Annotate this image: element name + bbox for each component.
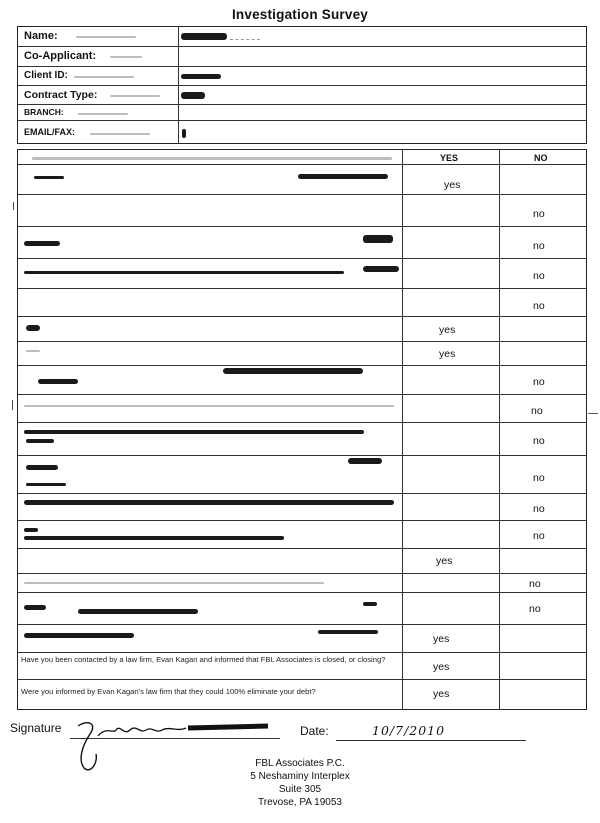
name-label: Name: <box>24 30 58 42</box>
redaction-mark <box>181 33 227 40</box>
redaction-mark <box>348 458 382 464</box>
address-suite: Suite 305 <box>278 784 322 795</box>
yes-column-header: YES <box>440 153 459 163</box>
redaction-mark <box>24 430 364 434</box>
redaction-mark <box>223 368 363 374</box>
redaction-mark <box>34 176 64 179</box>
answer-no: no <box>533 435 545 447</box>
redaction-mark <box>318 630 378 634</box>
answer-no: no <box>533 208 545 220</box>
company-address <box>0 757 600 809</box>
answer-no: no <box>529 578 541 590</box>
name-row <box>18 27 586 47</box>
question-law-firm-contact: Have you been contacted by a law firm, Evan Kagan and informed that FBL Associates is closed, or closing? <box>21 655 386 664</box>
date-label: Date: <box>300 724 329 738</box>
redaction-mark <box>24 500 394 505</box>
email-fax-row <box>18 121 586 145</box>
redaction-mark <box>24 528 38 532</box>
answer-no: no <box>529 603 541 615</box>
redaction-mark <box>363 602 377 606</box>
answer-yes: yes <box>439 348 456 360</box>
question-debt-elimination: Were you informed by Evan Kagan's law firm that they could 100% eliminate your debt? <box>21 687 316 696</box>
answer-no: no <box>533 503 545 515</box>
signature-label: Signature <box>10 721 62 735</box>
client-id-row <box>18 67 586 86</box>
answer-yes: yes <box>433 661 450 673</box>
branch-label: BRANCH: <box>24 107 64 117</box>
redaction-mark <box>26 483 66 486</box>
answer-yes: yes <box>433 688 450 700</box>
redaction-mark <box>181 74 221 79</box>
redaction-mark <box>24 536 284 540</box>
redaction-mark <box>26 325 40 331</box>
contract-type-row <box>18 86 586 105</box>
address-street: 5 Neshaminy Interplex <box>250 771 350 782</box>
answer-yes: yes <box>436 555 453 567</box>
answer-no: no <box>531 405 543 417</box>
redaction-mark <box>24 271 344 274</box>
redaction-mark <box>78 609 198 614</box>
address-city: Trevose, PA 19053 <box>258 797 342 808</box>
survey-title: Investigation Survey <box>231 7 369 22</box>
redaction-mark <box>182 129 186 138</box>
answer-no: no <box>533 472 545 484</box>
redaction-mark <box>181 92 205 99</box>
date-line <box>336 740 526 741</box>
redaction-mark <box>24 605 46 610</box>
applicant-info-block <box>17 26 587 144</box>
answer-yes: yes <box>433 633 450 645</box>
branch-row <box>18 105 586 121</box>
no-column-header: NO <box>534 153 548 163</box>
redaction-mark <box>363 266 399 272</box>
answer-no: no <box>533 300 545 312</box>
address-company: FBL Associates P.C. <box>255 758 345 769</box>
redaction-mark <box>26 439 54 443</box>
co-applicant-row <box>18 47 586 67</box>
answer-no: no <box>533 530 545 542</box>
client-id-label: Client ID: <box>24 70 68 81</box>
redaction-mark <box>298 174 388 179</box>
redaction-mark <box>24 633 134 638</box>
survey-table <box>17 149 587 710</box>
redaction-mark <box>24 241 60 246</box>
date-value: 10/7/2010 <box>372 723 446 738</box>
email-fax-label: EMAIL/FAX: <box>24 127 75 137</box>
answer-yes: yes <box>439 324 456 336</box>
redaction-mark <box>38 379 78 384</box>
answer-no: no <box>533 376 545 388</box>
answer-no: no <box>533 270 545 282</box>
redaction-mark <box>26 465 58 470</box>
co-applicant-label: Co-Applicant: <box>24 50 97 62</box>
redaction-mark <box>363 235 393 243</box>
contract-type-label: Contract Type: <box>24 89 98 101</box>
answer-no: no <box>533 240 545 252</box>
answer-yes: yes <box>444 179 461 191</box>
